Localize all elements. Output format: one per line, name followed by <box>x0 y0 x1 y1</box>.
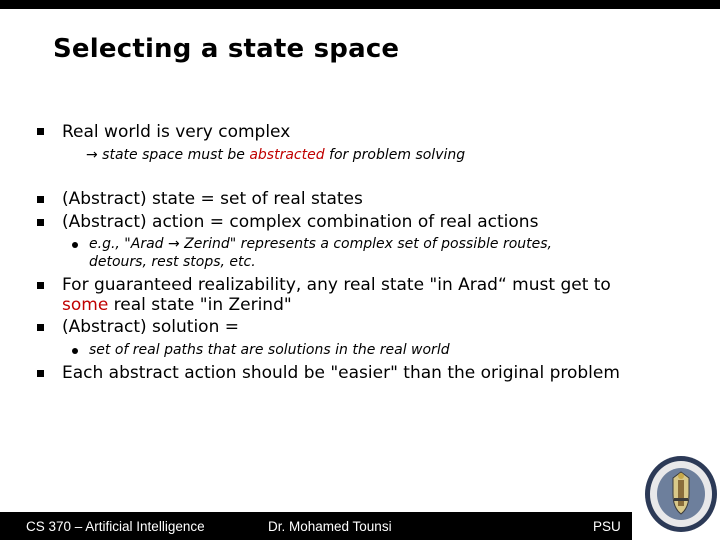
bullet-abstract-state: (Abstract) state = set of real states <box>62 189 363 209</box>
sub-bullet-example-line2: detours, rest stops, etc. <box>89 254 256 270</box>
bullet-abstract-action: (Abstract) action = complex combination of real actions <box>62 212 539 232</box>
bullet-realizability-line2: some real state "in Zerind" <box>62 295 292 315</box>
footer-bar <box>0 512 632 540</box>
footer-author: Dr. Mohamed Tounsi <box>268 519 392 534</box>
sub-bullet-real-paths: set of real paths that are solutions in the real world <box>89 342 450 358</box>
footer-school: PSU <box>593 519 621 534</box>
bullet-realizability-line1: For guaranteed realizability, any real state "in Arad“ must get to <box>62 275 611 295</box>
sub-bullet-example-line1: e.g., "Arad → Zerind" represents a complex set of possible routes, <box>89 236 552 252</box>
bullet-marker <box>37 128 44 135</box>
highlight-some: some <box>62 295 109 315</box>
bullet-marker <box>37 219 44 226</box>
bullet-marker <box>37 282 44 289</box>
top-bar <box>0 0 720 9</box>
arrow-icon: → <box>86 147 98 163</box>
bullet-marker <box>37 324 44 331</box>
arrow-icon: → <box>168 236 180 252</box>
bullet-marker <box>37 196 44 203</box>
bullet-real-world: Real world is very complex <box>62 122 291 142</box>
sub-bullet-marker <box>72 348 78 354</box>
university-seal-icon <box>643 454 719 534</box>
bullet-abstract-solution: (Abstract) solution = <box>62 317 239 337</box>
bullet-marker <box>37 370 44 377</box>
sub-bullet-abstracted: → state space must be abstracted for problem solving <box>86 147 466 163</box>
footer-course: CS 370 – Artificial Intelligence <box>26 519 205 534</box>
slide-title: Selecting a state space <box>53 34 400 64</box>
bullet-easier-action: Each abstract action should be "easier" than the original problem <box>62 363 620 383</box>
sub-bullet-marker <box>72 242 78 248</box>
highlight-abstracted: abstracted <box>249 147 325 163</box>
